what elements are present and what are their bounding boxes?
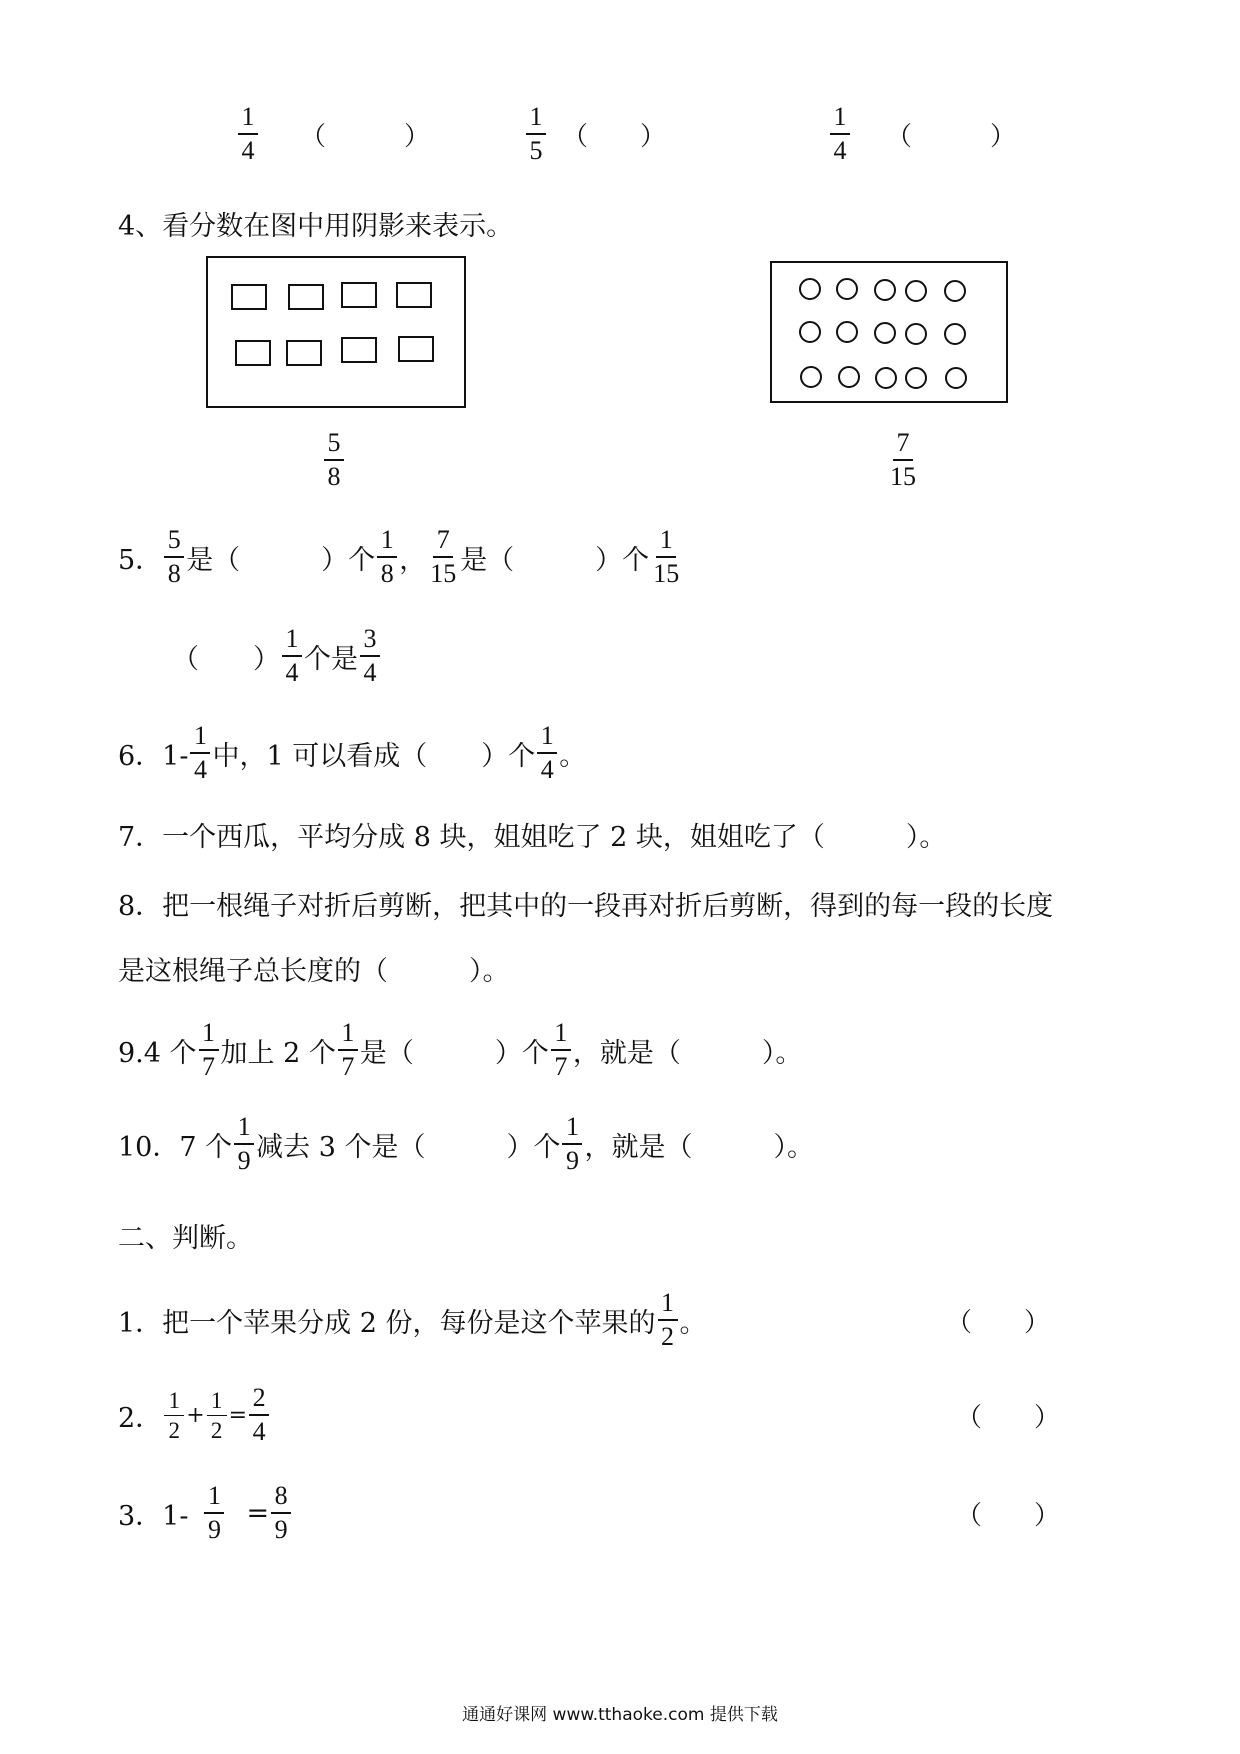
circle-shape[interactable] (836, 321, 858, 343)
rectangle-shape[interactable] (286, 340, 322, 366)
answer-blank[interactable]: 是（ ）个 (359, 1037, 549, 1069)
circle-shape[interactable] (905, 323, 927, 345)
answer-blank[interactable]: （ ） (886, 121, 1017, 152)
circle-shape[interactable] (905, 280, 927, 302)
circle-shape[interactable] (799, 278, 821, 300)
circle-shape[interactable] (874, 322, 896, 344)
answer-blank[interactable]: ，就是（ ）。 (584, 1131, 814, 1163)
question-5-line-2: （ ） $\frac{1}{4}$ 个是 $\frac{3}{4}$ (172, 626, 382, 686)
answer-blank[interactable]: （ ） (172, 643, 280, 675)
circle-shape[interactable] (945, 367, 967, 389)
fraction: $\frac{1}{7}$ (199, 1020, 219, 1080)
rectangles-figure[interactable] (206, 256, 466, 408)
fraction: $\frac{1}{9}$ (234, 1114, 254, 1174)
judge-3-answer-blank[interactable]: （ ） (956, 1501, 1061, 1531)
rectangle-shape[interactable] (398, 336, 434, 362)
answer-blank[interactable]: 减去 3 个是（ ）个 (256, 1131, 561, 1163)
judge-3: 3．1- $\frac{1}{9}$ = $\frac{8}{9}$ (118, 1483, 293, 1543)
top-row-item-1 (236, 104, 430, 164)
footer-source: 通通好课网 www.tthaoke.com 提供下载 (462, 1705, 778, 1725)
answer-blank[interactable]: 是（ ）个 (186, 544, 376, 576)
fraction: $\frac{5}{8}$ (324, 430, 344, 490)
fraction: $\frac{1}{4}$ (537, 723, 557, 783)
rectangle-shape[interactable] (396, 282, 432, 308)
question-9: 9.4 个 $\frac{1}{7}$ 加上 2 个 $\frac{1}{7}$ 是（ ）个 $\frac{1}{7}$ ，就是（ ）。 (118, 1018, 803, 1081)
answer-blank[interactable]: 是（ ）个 (460, 544, 650, 576)
rectangle-shape[interactable] (231, 284, 267, 310)
question-8-line-1: 8．把一根绳子对折后剪断，把其中的一段再对折后剪断，得到的每一段的长度 (118, 890, 1054, 922)
rectangle-shape[interactable] (235, 340, 271, 366)
fraction: $\frac{1}{4}$ (830, 104, 850, 164)
fraction: $\frac{7}{15}$ (430, 525, 457, 588)
circle-shape[interactable] (905, 367, 927, 389)
question-4-prompt: 4、看分数在图中用阴影来表示。 (118, 210, 514, 242)
rectangle-shape[interactable] (341, 337, 377, 363)
fraction: $\frac{1}{4}$ (190, 723, 210, 783)
question-7: 7．一个西瓜，平均分成 8 块，姐姐吃了 2 块，姐姐吃了（ ）。 (118, 821, 947, 853)
judge-1-answer-blank[interactable]: （ ） (946, 1308, 1051, 1338)
fraction: $\frac{1}{2}$ (207, 1389, 227, 1442)
fraction: $\frac{1}{4}$ (238, 104, 258, 164)
circle-shape[interactable] (944, 280, 966, 302)
fraction: $\frac{1}{7}$ (551, 1020, 571, 1080)
question-10: 10．7 个 $\frac{1}{9}$ 减去 3 个是（ ）个 $\frac{1}{9}$ ，就是（ ）。 (118, 1112, 814, 1175)
circle-shape[interactable] (838, 366, 860, 388)
top-row-item-3 (828, 104, 1016, 164)
top-row-item-2 (524, 104, 666, 164)
circle-shape[interactable] (944, 323, 966, 345)
answer-blank[interactable]: 中，1 可以看成（ ）个 (212, 740, 536, 772)
fraction: $\frac{1}{2}$ (164, 1389, 184, 1442)
fraction: $\frac{5}{8}$ (164, 527, 184, 587)
fraction: $\frac{1}{9}$ (204, 1483, 224, 1543)
rectangle-shape[interactable] (341, 282, 377, 308)
judge-2-answer-blank[interactable]: （ ） (956, 1403, 1061, 1433)
fraction: $\frac{8}{9}$ (271, 1483, 291, 1543)
fraction: $\frac{1}{4}$ (282, 626, 302, 686)
fraction: $\frac{1}{7}$ (338, 1020, 358, 1080)
answer-blank[interactable]: ，就是（ ）。 (572, 1037, 803, 1069)
circles-figure[interactable] (770, 261, 1008, 403)
fraction: $\frac{1}{2}$ (658, 1290, 678, 1350)
circle-shape[interactable] (836, 278, 858, 300)
left-figure-fraction (322, 430, 346, 490)
judge-2: 2． $\frac{1}{2}$ + $\frac{1}{2}$ = $\frac{2}{4}$ (118, 1385, 271, 1445)
fraction: $\frac{1}{8}$ (377, 527, 397, 587)
fraction: $\frac{1}{5}$ (526, 104, 546, 164)
section-2-title: 二、判断。 (118, 1222, 253, 1254)
circle-shape[interactable] (874, 279, 896, 301)
circle-shape[interactable] (800, 366, 822, 388)
fraction: $\frac{2}{4}$ (249, 1385, 269, 1445)
question-6: 6．1- $\frac{1}{4}$ 中，1 可以看成（ ）个 $\frac{1}{4}$ 。 (118, 721, 587, 784)
fraction: $\frac{3}{4}$ (360, 626, 380, 686)
answer-blank[interactable]: （ ） (562, 121, 667, 152)
circle-shape[interactable] (875, 367, 897, 389)
question-8-line-2: 是这根绳子总长度的（ ）。 (118, 955, 510, 987)
question-5-line-1: 5． $\frac{5}{8}$ 是（ ）个 $\frac{1}{8}$ ， $\frac{7}{15}$ 是（ ）个 $\frac{1}{15}$ (118, 525, 680, 588)
judge-1: 1．把一个苹果分成 2 份，每份是这个苹果的 $\frac{1}{2}$ 。 (118, 1288, 707, 1351)
right-figure-fraction (886, 430, 920, 490)
fraction: $\frac{1}{15}$ (653, 525, 680, 588)
fraction: $\frac{7}{15}$ (890, 428, 916, 491)
circle-shape[interactable] (799, 321, 821, 343)
rectangle-shape[interactable] (288, 284, 324, 310)
answer-blank[interactable]: （ ） (300, 121, 431, 152)
fraction: $\frac{1}{9}$ (562, 1114, 582, 1174)
